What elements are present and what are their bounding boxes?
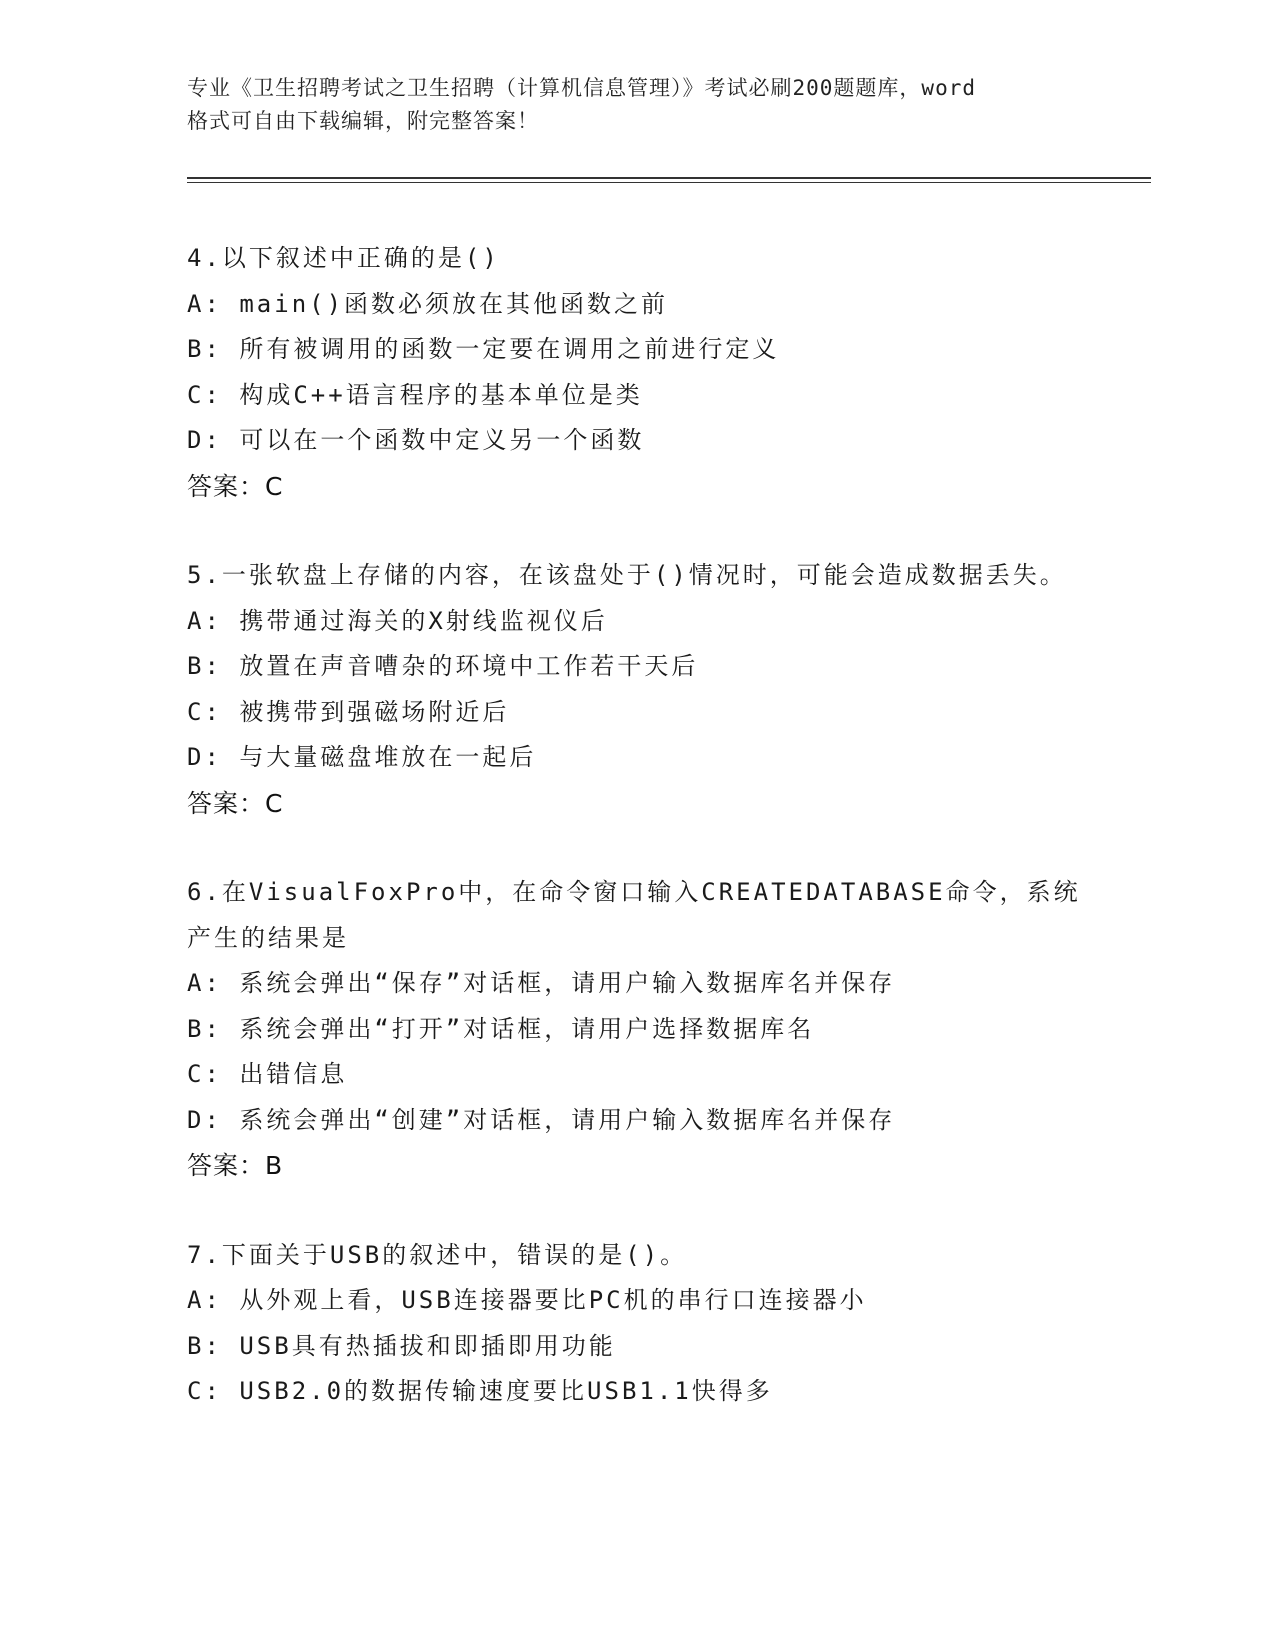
option-a: A: main()函数必须放在其他函数之前 [187, 289, 669, 318]
document-header [187, 72, 1097, 138]
question-text: 6.在VisualFoxPro中，在命令窗口输入CREATEDATABASE命令，系统产生的结果是 [187, 878, 1081, 952]
option-a: A: 系统会弹出“保存”对话框，请用户输入数据库名并保存 [187, 969, 896, 997]
option-b: B: 放置在声音嘈杂的环境中工作若干天后 [187, 652, 699, 680]
option-d: D: 可以在一个函数中定义另一个函数 [187, 426, 645, 454]
question-item [187, 870, 1087, 1189]
option-a: A: 从外观上看，USB连接器要比PC机的串行口连接器小 [187, 1286, 867, 1314]
answer-label: 答案：C [187, 788, 284, 818]
option-c: C: 出错信息 [187, 1060, 348, 1088]
option-d: D: 与大量磁盘堆放在一起后 [187, 743, 537, 771]
question-item [187, 236, 1087, 509]
option-d: D: 系统会弹出“创建”对话框，请用户输入数据库名并保存 [187, 1105, 896, 1134]
header-line-2: 格式可自由下载编辑，附完整答案！ [187, 109, 539, 133]
option-b: B: 系统会弹出“打开”对话框，请用户选择数据库名 [187, 1014, 815, 1043]
header-divider-bottom [187, 182, 1151, 183]
answer-label: 答案：C [187, 471, 284, 501]
option-b: B: USB具有热插拔和即插即用功能 [187, 1331, 616, 1360]
option-a: A: 携带通过海关的X射线监视仪后 [187, 606, 608, 635]
question-text: 5.一张软盘上存储的内容，在该盘处于()情况时，可能会造成数据丢失。 [187, 561, 1067, 589]
option-b: B: 所有被调用的函数一定要在调用之前进行定义 [187, 335, 780, 363]
header-line-1: 专业《卫生招聘考试之卫生招聘（计算机信息管理）》考试必刷200题题库，word [187, 76, 976, 100]
question-item [187, 1233, 1087, 1415]
question-text: 4.以下叙述中正确的是() [187, 244, 500, 272]
question-text: 7.下面关于USB的叙述中，错误的是()。 [187, 1240, 688, 1269]
answer-label: 答案：B [187, 1151, 284, 1180]
question-list [187, 236, 1087, 1459]
option-c: C: USB2.0的数据传输速度要比USB1.1快得多 [187, 1377, 773, 1405]
option-c: C: 构成C++语言程序的基本单位是类 [187, 380, 643, 409]
question-item [187, 553, 1087, 826]
header-divider-top [187, 177, 1151, 179]
option-c: C: 被携带到强磁场附近后 [187, 697, 510, 726]
